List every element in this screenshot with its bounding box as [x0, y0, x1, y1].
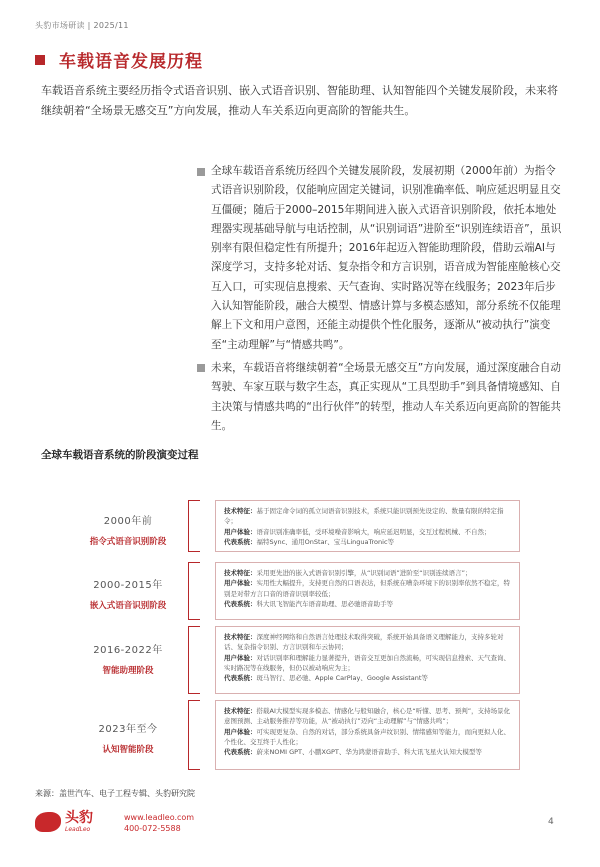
bullet-item — [197, 359, 565, 436]
tech-label: 技术特征： — [224, 569, 257, 577]
stage-label — [68, 641, 188, 676]
rep-label: 代表系统： — [224, 748, 257, 757]
stage-detail-box — [215, 700, 520, 770]
stage-year: 2000年前 — [103, 516, 153, 527]
timeline-branch — [188, 562, 200, 563]
section-title — [35, 47, 203, 72]
page-title: 车载语音发展历程 — [59, 52, 203, 72]
timeline-branch — [188, 500, 200, 501]
leopard-logo-icon — [35, 812, 61, 832]
timeline-branch — [188, 551, 200, 552]
tech-text: 基于固定命令词的孤立词语音识别技术，系统只能识别预先设定的、数量有限的特定指令； — [224, 507, 504, 526]
page-number: 4 — [548, 817, 554, 827]
rep-label: 代表系统： — [224, 599, 257, 608]
stage-year: 2016-2022年 — [93, 645, 163, 656]
tech-label: 技术特征： — [224, 633, 257, 641]
ux-label: 用户体验： — [224, 579, 257, 588]
contact-info — [124, 812, 194, 834]
bullet-item — [197, 162, 565, 355]
timeline-branch — [188, 693, 200, 694]
rep-label: 代表系统： — [224, 537, 257, 546]
ux-label: 用户体验： — [224, 653, 257, 662]
header-text: 头豹市场研读 | 2025/11 — [35, 21, 129, 30]
bullet-list — [197, 162, 565, 440]
stage-detail-box — [215, 500, 520, 552]
ux-text: 可实现更复杂、自然的对话，部分系统具备声纹识别、情绪感知等能力，而向更拟人化、个性化、交互终于人性化； — [224, 727, 510, 746]
ux-text: 对话识别率和理解能力显著提升，语音交互更加自然流畅，可实现信息搜索、天气查询、实时路况等在线服务，但仍以被动响应为主； — [224, 653, 510, 672]
timeline-branch — [188, 769, 200, 770]
rep-text: 蔚来NOMI GPT、小鹏XGPT、华为鸿蒙语音助手、科大讯飞星火认知大模型等 — [256, 748, 482, 757]
stage-name: 指令式语音识别阶段 — [89, 537, 167, 547]
ux-text: 实用性大幅提升，支持更自然的口语表达，但系统在嘈杂环境下的识别率依然不稳定，特别是对带方言口音的语音识别率较低； — [224, 579, 510, 598]
stage-detail-box — [215, 562, 520, 620]
stage-name: 认知智能阶段 — [102, 745, 154, 755]
tech-text: 搭载AI大模型实现多模态、情感化与般知融合，核心是“听懂、思考、预判”，支持场景化意图预测、主动服务推荐等功能，从“被动执行”迈向“主动理解”与“情感共鸣”； — [224, 707, 511, 726]
stage-year: 2023年至今 — [98, 724, 158, 735]
stage-name: 智能助理阶段 — [102, 666, 154, 676]
stage-label — [68, 720, 188, 755]
source-note: 来源：盖世汽车、电子工程专辑、头豹研究院 — [35, 789, 195, 798]
timeline-branch — [188, 700, 200, 701]
brand-logo[interactable] — [35, 811, 93, 833]
phone-number: 400-072-5588 — [124, 824, 181, 833]
tech-label: 技术特征： — [224, 707, 257, 715]
tech-text: 采用更先进的嵌入式语音识别引擎，从“识别词语”进阶至“识别连续语言”； — [256, 569, 472, 577]
tech-label: 技术特征： — [224, 507, 257, 515]
stage-name: 嵌入式语音识别阶段 — [89, 601, 167, 611]
timeline-bracket — [188, 500, 189, 552]
timeline-bracket — [188, 700, 189, 770]
timeline-branch — [188, 626, 200, 627]
tech-text: 深度神经网络和自然语言处理技术取得突破，系统开始具备语义理解能力，支持多轮对话、复杂指令识别、方言识别和车云协同； — [224, 633, 504, 652]
stage-label — [68, 512, 188, 547]
intro-paragraph: 车载语音系统主要经历指令式语音识别、嵌入式语音识别、智能助理、认知智能四个关键发展阶段，未来将继续朝着“全场景无感交互”方向发展，推动人车关系迈向更高阶的智能共生。 — [41, 84, 558, 117]
stage-detail-box — [215, 626, 520, 694]
timeline-bracket — [188, 562, 189, 620]
square-bullet-icon — [197, 168, 205, 176]
ux-text: 语音识别准确率低，受环境噪音影响大，响应延迟明显，交互过程机械、不自然； — [256, 527, 491, 536]
stage-year: 2000-2015年 — [93, 580, 163, 591]
timeline-title: 全球车载语音系统的阶段演变过程 — [41, 449, 199, 461]
timeline-branch — [188, 619, 200, 620]
rep-text: 福特Sync、通用OnStar、宝马LinguaTronic等 — [256, 537, 395, 546]
rep-label: 代表系统： — [224, 674, 257, 683]
bullet-text: 全球车载语音系统历经四个关键发展阶段，发展初期（2000年前）为指令式语音识别阶段，仅能响应固定关键词，识别准确率低、响应延迟明显且交互僵硬；随后于2000–2015年期间进入嵌入式语音识别阶段，依托本地处理器实现基础导航与电话控制，从“识别词语”进阶至“识别连续语音”，虽识别率有限但稳定性有所提升；2016年起迈入智能助理阶段，借助云端AI与深度学习，支持多轮对话、复杂指令和方言识别，语音成为智能座舱核心交互入口，可实现信息搜索、天气查询、实时路况等在线服务；2023年后步入认知智能阶段，融合大模型、情感计算与多模态感知，部分系统不仅能理解上下文和用户意图，还能主动提供个性化服务，逐渐从“被动执行”演变至“主动理解”与“情感共鸣”。 — [211, 165, 562, 351]
stage-label — [68, 576, 188, 611]
bullet-text: 未来，车载语音将继续朝着“全场景无感交互”方向发展，通过深度融合自动驾驶、车家互联与数字生态，真正实现从“工具型助手”到具备情境感知、自主决策与情感共鸣的“出行伙伴”的转型，推动人车关系迈向更高阶的智能共生。 — [211, 361, 561, 432]
logo-en-text: LeadLeo — [65, 826, 91, 833]
timeline-bracket — [188, 626, 189, 694]
title-square-icon — [35, 55, 45, 65]
rep-text: 科大讯飞智能汽车语音助理、思必驰语音助手等 — [256, 599, 393, 608]
logo-cn-text: 头豹 — [65, 810, 93, 826]
ux-label: 用户体验： — [224, 727, 257, 736]
website-link[interactable]: www.leadleo.com — [124, 813, 195, 822]
ux-label: 用户体验： — [224, 527, 257, 536]
rep-text: 斑马智行、思必驰、Apple CarPlay、Google Assistant等 — [256, 674, 428, 683]
square-bullet-icon — [197, 364, 205, 372]
